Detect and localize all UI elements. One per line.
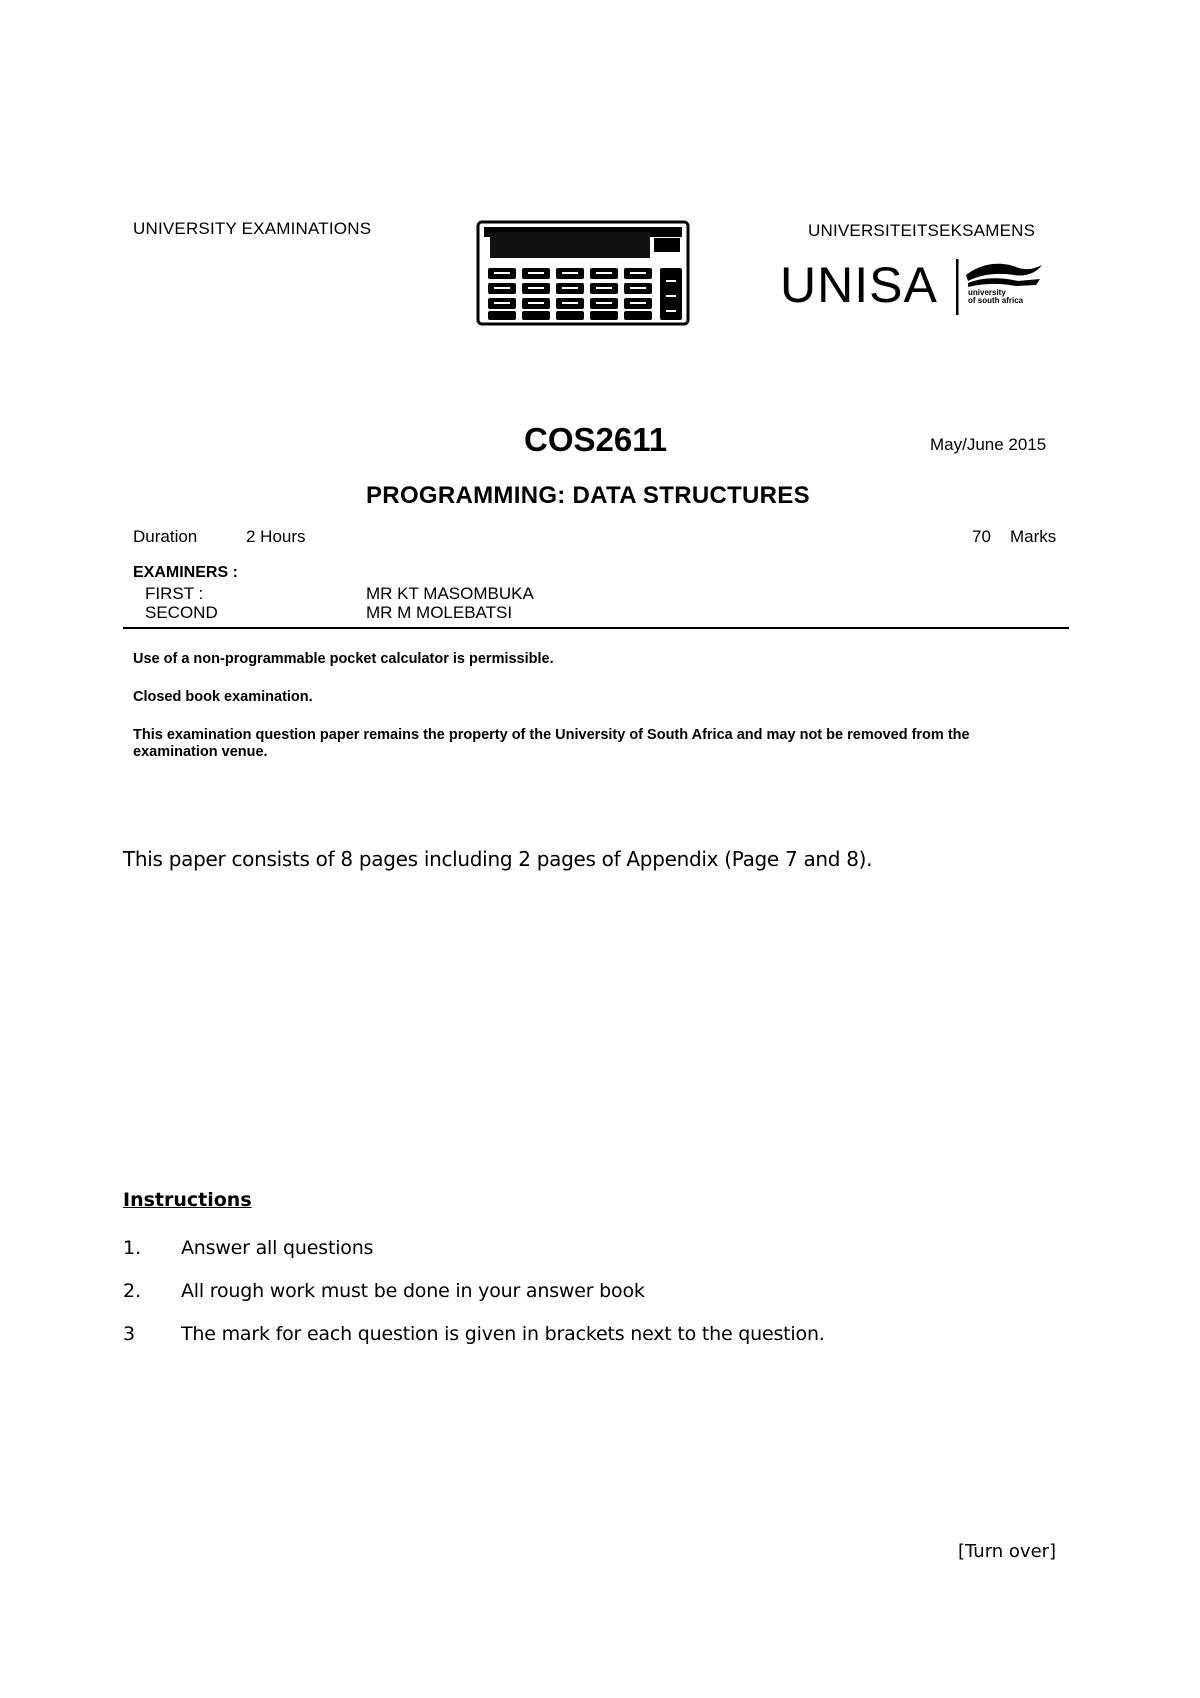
marks-value: 70 bbox=[972, 527, 991, 546]
second-examiner-name: MR M MOLEBATSI bbox=[366, 603, 513, 622]
notice-closed-book: Closed book examination. bbox=[133, 689, 313, 705]
first-examiner-name: MR KT MASOMBUKA bbox=[366, 584, 534, 603]
unisa-logo bbox=[780, 255, 1045, 321]
turn-over-note: [Turn over] bbox=[958, 1541, 1057, 1562]
course-code: COS2611 bbox=[524, 421, 668, 458]
duration-value: 2 Hours bbox=[246, 527, 306, 546]
first-examiner-label: FIRST : bbox=[145, 584, 204, 603]
instruction-number: 3 bbox=[123, 1323, 136, 1345]
instructions-heading: Instructions bbox=[123, 1189, 252, 1211]
instruction-number: 2. bbox=[123, 1280, 142, 1302]
header-divider bbox=[123, 627, 1069, 629]
instruction-number: 1. bbox=[123, 1237, 142, 1259]
exam-date: May/June 2015 bbox=[930, 435, 1047, 454]
duration-label: Duration bbox=[133, 527, 198, 546]
page-count-note: This paper consists of 8 pages including 2 pages of Appendix (Page 7 and 8). bbox=[123, 847, 873, 871]
calculator-icon bbox=[476, 220, 690, 326]
logo-subtext: university of south africa bbox=[968, 288, 1024, 305]
header-left-title: UNIVERSITY EXAMINATIONS bbox=[133, 219, 372, 238]
instruction-text: The mark for each question is given in brackets next to the question. bbox=[181, 1323, 825, 1345]
notice-calculator: Use of a non-programmable pocket calculator is permissible. bbox=[133, 651, 554, 667]
second-examiner-label: SECOND bbox=[145, 603, 218, 622]
examiners-heading: EXAMINERS : bbox=[133, 564, 238, 581]
header-right-title: UNIVERSITEITSEKSAMENS bbox=[808, 221, 1036, 240]
logo-text: UNISA bbox=[780, 257, 938, 313]
instruction-text: Answer all questions bbox=[181, 1237, 374, 1259]
instruction-text: All rough work must be done in your answer book bbox=[181, 1280, 645, 1302]
marks-label: Marks bbox=[1010, 527, 1057, 546]
notice-property: This examination question paper remains the property of the University of South Africa and may not be removed from the examination venue. bbox=[133, 727, 970, 760]
module-title: PROGRAMMING: DATA STRUCTURES bbox=[366, 482, 810, 509]
logo-mark-icon bbox=[956, 257, 1046, 317]
